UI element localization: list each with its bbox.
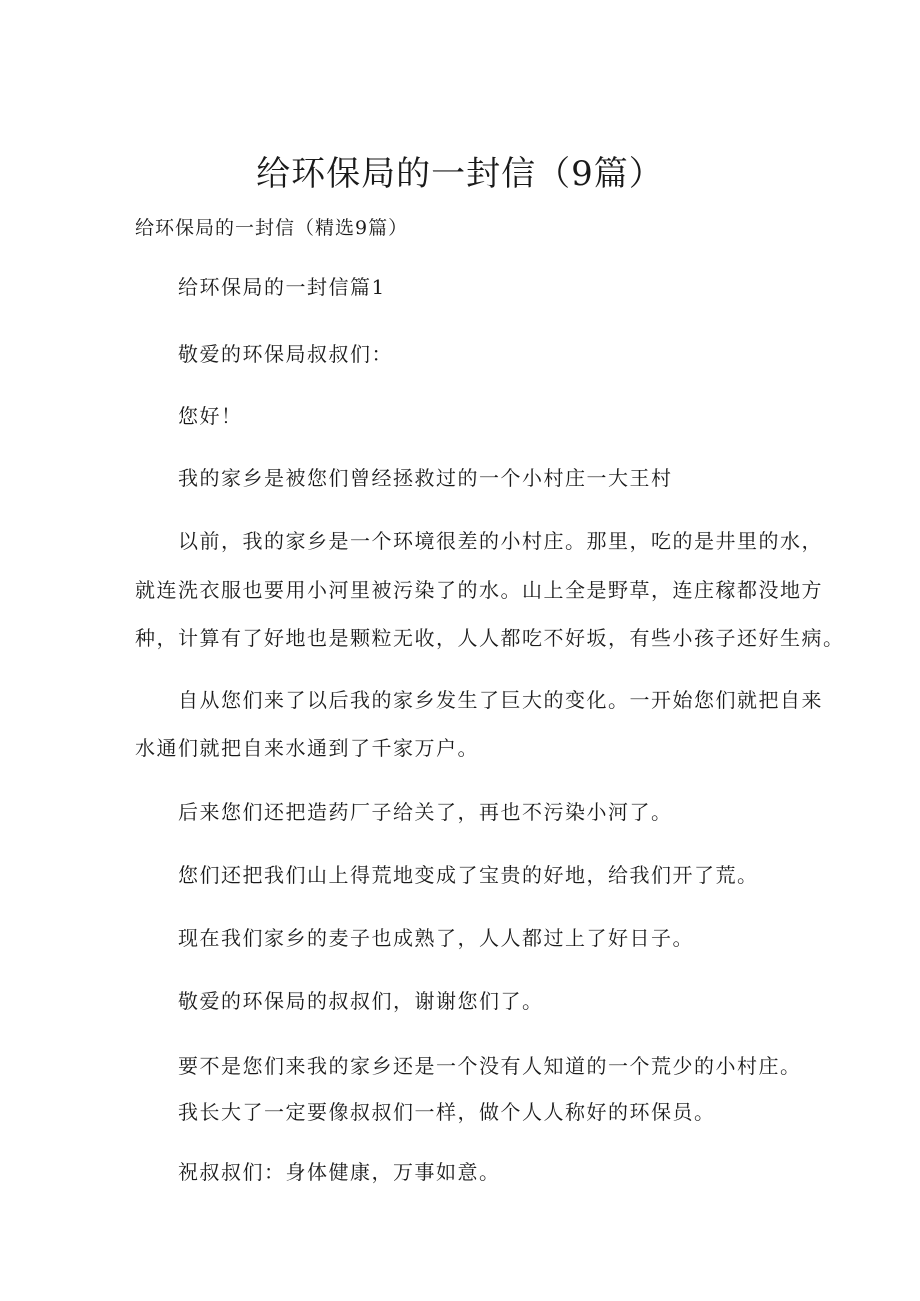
paragraph-line: 我的家乡是被您们曾经拯救过的一个小村庄一大王村: [178, 466, 673, 490]
paragraph-line: 水通们就把自来水通到了千家万户。: [135, 736, 479, 760]
greeting: 您好！: [178, 404, 243, 428]
document-subtitle: 给环保局的一封信（精选9篇）: [135, 217, 409, 239]
paragraph-line: 要不是您们来我的家乡还是一个没有人知道的一个荒少的小村庄。: [178, 1054, 802, 1078]
salutation: 敬爱的环保局叔叔们：: [178, 342, 393, 366]
paragraph-line: 我长大了一定要像叔叔们一样，做个人人称好的环保员。: [178, 1100, 716, 1124]
document-title: 给环保局的一封信（9篇）: [256, 154, 664, 194]
paragraph-line: 后来您们还把造药厂子给关了，再也不污染小河了。: [178, 800, 673, 824]
paragraph-line: 敬爱的环保局的叔叔们，谢谢您们了。: [178, 989, 544, 1013]
closing-line: 祝叔叔们：身体健康，万事如意。: [178, 1160, 501, 1184]
paragraph-line: 现在我们家乡的麦子也成熟了，人人都过上了好日子。: [178, 926, 694, 950]
paragraph-line: 您们还把我们山上得荒地变成了宝贵的好地，给我们开了荒。: [178, 863, 759, 887]
paragraph-line: 自从您们来了以后我的家乡发生了巨大的变化。一开始您们就把自来: [178, 688, 823, 712]
paragraph-line: 种，计算有了好地也是颗粒无收，人人都吃不好坂，有些小孩子还好生病。: [135, 626, 845, 650]
paragraph-line: 就连洗衣服也要用小河里被污染了的水。山上全是野草，连庄稼都没地方: [135, 578, 823, 602]
paragraph-line: 以前，我的家乡是一个环境很差的小村庄。那里，吃的是井里的水，: [178, 529, 823, 553]
section-heading: 给环保局的一封信篇1: [178, 275, 386, 299]
